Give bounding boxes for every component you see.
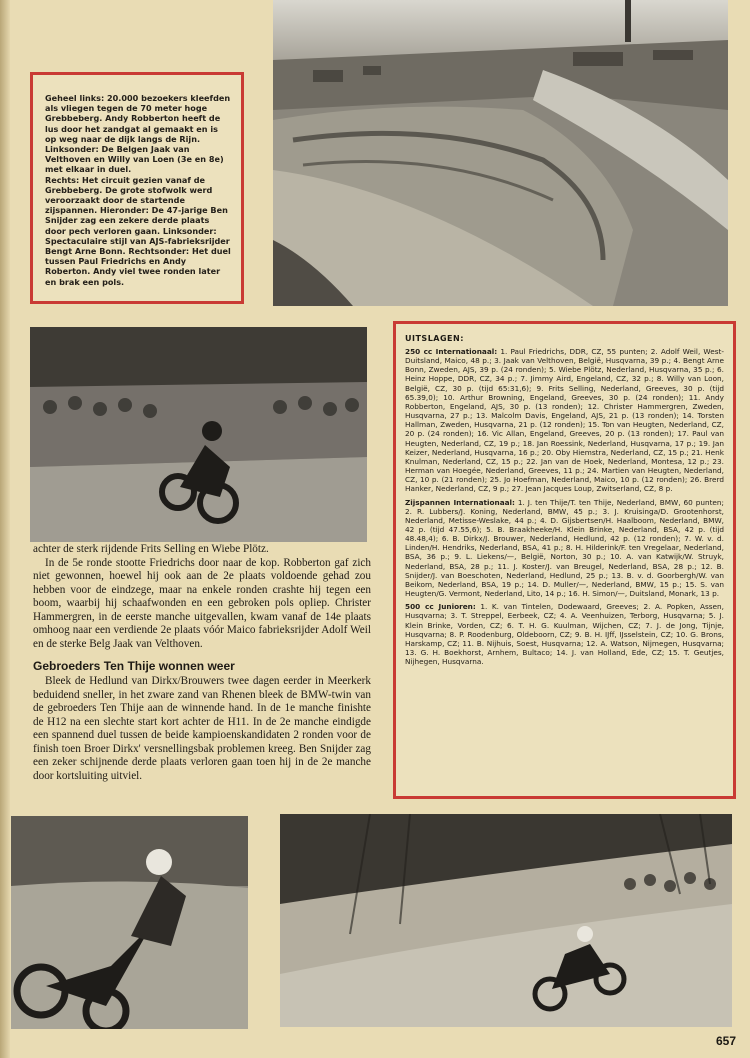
results-box	[393, 321, 736, 799]
page-spine	[0, 0, 10, 1058]
results-section-text: 1. Paul Friedrichs, DDR, CZ, 55 punten; 2. Adolf Weil, West-Duitsland, Maico, 48 p.; 3. Jaak van Velthoven, België, Husqvarna, 39 p.; 4. Bengt Arne Bonn, Zweden, AJS, 39 p. (24 ronden); 5. Wiebe Plötz, Nederland, Husqvarna, 35 p.; 6. Heinz Hoppe, DDR, CZ, 34 p.; 7. Jimmy Aird, Engeland, CZ, 32 p.; 8. Willy van Loon, België, CZ, 30 p. (tijd 65:31,6); 9. Frits Selling, Nederland, Greeves, 30 p. (tijd 65.39,0); 10. Arthur Browning, Engeland, Greeves, 30 p. (24 ronden); 11. Andy Robberton, Engeland, AJS, 30 p. (13 ronden); 12. Christer Hammergren, Zweden, Husqvarna, 27 p.; 13. Malcolm Davis, Engeland, AJS, 21 p. (13 ronden); 14. Torsten Hallman, Zweden, Husqvarna, 21 p. (12 ronden); 15. Ton van Heugten, Nederland, CZ, 20 p. (24 ronden); 16. Vic Allan, Engeland, Greeves, 20 p. (13 ronden); 17. Paul van Heugten, Nederland, CZ, 19 p.; 18. Jan Roessink, Nederland, Husqvarna, 17 p.; 19. Jan Keizer, Nederland, Husqvarna, 16 p.; 20. Oby Hiemstra, Nederland, CZ, 15 p.; 21. Henk Knulman, Nederland, CZ, 15 p.; 22. Jan van de Hoek, Nederland, Montesa, 12 p.; 23. Herman van Hoegée, Nederland, Greeves, 11 p.; 24. Martien van Heugten, Nederland, CZ, 10 p. (21 ronden); 25. Jo Hoefman, Nederland, Maico, 10 p. (12 ronden); 26. Brerd Hanker, Nederland, CZ, 9 p.; 27. Jean Jacques Loup, Zwitserland, CZ, 8 p.	[405, 347, 724, 494]
results-section	[405, 602, 724, 666]
results-section-heading: 500 cc Junioren:	[405, 602, 476, 612]
article-paragraph-1: achter de sterk rijdende Frits Selling en Wiebe Plötz.	[33, 543, 269, 555]
results-section	[405, 347, 724, 494]
results-section-heading: Zijspannen Internationaal:	[405, 497, 515, 507]
results-section	[405, 498, 724, 599]
article-body	[33, 543, 371, 783]
article-paragraph-3: Bleek de Hedlund van Dirkx/Brouwers twee dagen eerder in Meerkerk beduidend sneller, in het zware zand van Rhenen bleek de BMW-twin van de gebroeders Ten Thije aan de winnende hand. In de 1e manche finishte de H12 na een slechte start kort achter de H11. In de 2e manche eindigde een spannend duel tussen de beide kampioenskandidaten 2 ronden voor de finish toen Broer Dirkx' versnellingsbak problemen kreeg. Ben Snijder zag een zeker schijnende derde plaats verloren gaan toen hij in de 2e manche door kortsluiting uitviel.	[33, 675, 371, 782]
article-paragraph-2: In de 5e ronde stootte Friedrichs door naar de kop. Robberton gaf zich niet gewonnen, hoewel hij ook aan de 2e plaats voldoende gehad zou hebben voor de eindzege, maar na enkele ronden crashte hij tegen een boom, waarbij hij schaafwonden en een gebroken pols opliep. Christer Hammergren, in de eerste manche uitgevallen, kwam vanaf de 14e plaats omhoog naar een verdiende 2e plaats vóór Maico fabrieksrijder Adolf Weil en de sterke Belg Jaak van Velthoven.	[33, 556, 371, 650]
photo-rider-jump	[11, 816, 248, 1029]
results-section-text: 1. J. ten Thije/T. ten Thije, Nederland, BMW, 60 punten; 2. R. Lubbers/J. Koning, Nederland, BMW, 45 p.; 3. J. Kruisinga/D. Grootenhorst, Nederland, Metisse-Weslake, 44 p.; 4. D. Gijsbertsen/H. Haalboom, Nederland, BMW, 42 p. (tijd 47.55,6); 5. B. Braakheeke/H. Klein Brinke, Nederland, BSA, 42 p. (tijd 48.48,4); 6. B. Dirkx/J. Brouwer, Nederland, Hedlund, 42 p. (12 ronden); 7. W. v. d. Linden/H. Hendriks, Nederland, BSA, 41 p.; 8. H. Hilderink/F. ten Vregelaar, Nederland, BSA, 36 p.; 9. L. Liekens/—, België, Norton, 30 p.; 10. A. van Katwijk/W. Struyk, Nederland, BSA, 28 p.; 11. J. Koster/J. van Breugel, Nederland, BSA, 28 p.; 12. B. Snijder/J. van Boeschoten, Nederland, Hedlund, 25 p.; 13. B. v. d. Goorbergh/W. van Beikom, Nederland, BSA, 19 p.; 14. D. Muller/—, Nederland, BMW, 15 p.; 15. S. van Heugten/G. Vermont, Nederland, Lito, 14 p.; 16. H. Simon/—, Duitsland, Monark, 13 p.	[405, 497, 725, 599]
photo-caption-box	[30, 72, 244, 304]
page-number: 657	[715, 1034, 736, 1048]
article-subheading: Gebroeders Ten Thije wonnen weer	[33, 659, 235, 673]
results-title: UITSLAGEN:	[405, 334, 464, 343]
photo-friedrichs-roberton-duel	[280, 814, 732, 1027]
results-section-heading: 250 cc Internationaal:	[405, 347, 498, 356]
photo-riders-duel	[30, 327, 367, 542]
photo-aerial-circuit	[273, 0, 728, 306]
results-section-text: 1. K. van Tintelen, Dodewaard, Greeves; 2. A. Popken, Assen, Husqvarna; 3. T. Streppel, Eerbeek, CZ; 4. A. Veenhuizen, Terborg, Husqvarna; 5. J. Klein Brinke, Vorden, CZ; 6. T. H. G. Kuulman, Wijchen, CZ; 7. J. de Jong, Tijnje, Husqvarna; 8. P. Roodenburg, Oldeboorn, CZ; 9. B. H. IJff, IJsselstein, CZ; 10. G. Brons, Harskamp, CZ; 11. B. Nijhuis, Soest, Husqvarna; 12. A. Watson, Nijmegen, Husqvarna; 13. G. H. Boekhorst, Arnhem, Bultaco; 14. J. van Holland, Ede, CZ; 15. T. Geutjes, Nijhegen, Husqvarna.	[405, 602, 724, 667]
photo-caption-text: Geheel links: 20.000 bezoekers kleefden als vliegen tegen de 70 meter hoge Grebbeberg. Andy Robberton heeft de lus door het zandgat al gemaakt en is op weg naar de dijk langs de Rijn. Linksonder: De Belgen Jaak van Velthoven en Willy van Loen (3e en 8e) met elkaar in duel. Rechts: Het circuit gezien vanaf de Grebbeberg. De grote stofwolk werd veroorzaakt door de startende zijspannen. Hieronder: De 47-jarige Ben Snijder zag een zekere derde plaats door pech verloren gaan. Linksonder: Spectaculaire stijl van AJS-fabrieksrijder Bengt Arne Bonn. Rechtsonder: Het duel tussen Paul Friedrichs en Andy Roberton. Andy viel twee ronden later en brak een pols.	[45, 93, 231, 287]
